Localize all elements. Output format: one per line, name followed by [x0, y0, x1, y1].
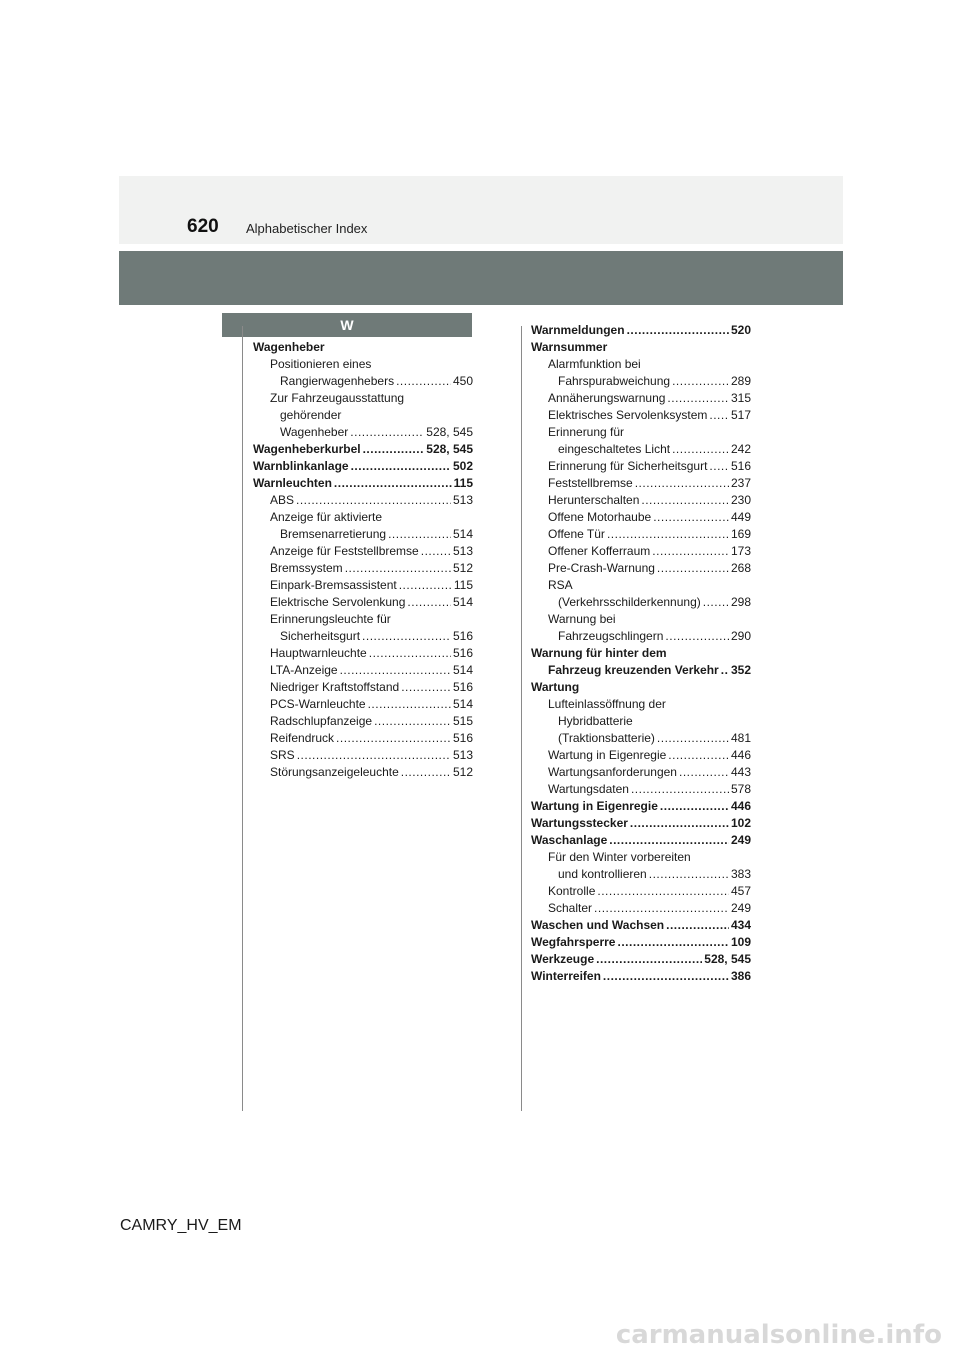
- page-reference[interactable]: 315: [730, 391, 751, 405]
- dot-leader: [666, 917, 729, 934]
- dot-leader: [679, 764, 729, 781]
- page-reference[interactable]: 446: [730, 748, 751, 762]
- header-top-band: [119, 176, 843, 244]
- index-term: Wagenheberkurbel: [253, 442, 361, 456]
- page-reference[interactable]: 443: [730, 765, 751, 779]
- index-entry: [531, 475, 751, 492]
- index-term: Erinnerung für: [548, 425, 625, 439]
- page-reference[interactable]: 249: [730, 833, 751, 847]
- index-term: Positionieren eines: [270, 357, 372, 371]
- index-term: Warnleuchten: [253, 476, 332, 490]
- dot-leader: [363, 441, 425, 458]
- page-reference[interactable]: 514: [452, 595, 473, 609]
- index-entry: [531, 934, 751, 951]
- page-reference[interactable]: 528, 545: [704, 952, 751, 966]
- index-term: Sicherheitsgurt: [280, 629, 361, 643]
- index-entry: [253, 543, 473, 560]
- index-entry: [531, 492, 751, 509]
- index-entry: [531, 747, 751, 764]
- index-entry: [253, 407, 473, 424]
- index-entry: [531, 798, 751, 815]
- index-term: Warnmeldungen: [531, 323, 625, 337]
- index-entry: [531, 917, 751, 934]
- index-term: Wartungsdaten: [548, 782, 629, 796]
- index-term: Herunterschalten: [548, 493, 640, 507]
- index-entry: [531, 560, 751, 577]
- dot-leader: [709, 458, 729, 475]
- index-entry: [531, 526, 751, 543]
- page-reference[interactable]: 502: [452, 459, 473, 473]
- index-entry: [253, 747, 473, 764]
- index-term: Offener Kofferraum: [548, 544, 651, 558]
- index-entry: [531, 356, 751, 373]
- index-term: Störungsanzeigeleuchte: [270, 765, 399, 779]
- page-reference[interactable]: 386: [730, 969, 751, 983]
- index-entry: [531, 628, 751, 645]
- page-reference[interactable]: 446: [730, 799, 751, 813]
- index-entry: [253, 611, 473, 628]
- index-entry: [531, 441, 751, 458]
- index-entry: [531, 509, 751, 526]
- index-entry: [531, 696, 751, 713]
- page-reference[interactable]: 513: [452, 748, 473, 762]
- index-entry: [253, 645, 473, 662]
- page-reference[interactable]: 298: [730, 595, 751, 609]
- index-term: Lufteinlassöffnung der: [548, 697, 666, 711]
- index-entry: [531, 390, 751, 407]
- index-term: (Verkehrsschilderkennung): [558, 595, 701, 609]
- index-entry: [531, 764, 751, 781]
- index-entry: [531, 781, 751, 798]
- index-entry: [531, 951, 751, 968]
- dot-leader: [672, 441, 729, 458]
- index-entry: [531, 849, 751, 866]
- dot-leader: [369, 645, 451, 662]
- index-term: eingeschaltetes Licht: [558, 442, 671, 456]
- index-entry: [531, 968, 751, 985]
- dot-leader: [597, 883, 729, 900]
- left-column-divider: [242, 326, 243, 1111]
- dot-leader: [401, 764, 451, 781]
- index-term: Wartung in Eigenregie: [548, 748, 667, 762]
- index-entry: [253, 339, 473, 356]
- index-term: Waschen und Wachsen: [531, 918, 665, 932]
- index-term: Warnung bei: [548, 612, 616, 626]
- index-term: Elektrische Servolenkung: [270, 595, 406, 609]
- index-entry: [531, 866, 751, 883]
- index-term: Wagenheber: [280, 425, 349, 439]
- index-entry: [253, 594, 473, 611]
- dot-leader: [617, 934, 728, 951]
- index-term: Radschlupfanzeige: [270, 714, 373, 728]
- index-term: Annäherungswarnung: [548, 391, 666, 405]
- index-term: Werkzeuge: [531, 952, 595, 966]
- index-term: Wartungsstecker: [531, 816, 628, 830]
- page-reference[interactable]: 169: [730, 527, 751, 541]
- dot-leader: [596, 951, 702, 968]
- page-reference[interactable]: 289: [730, 374, 751, 388]
- index-entry: [531, 679, 751, 696]
- index-term: Pre-Crash-Warnung: [548, 561, 655, 575]
- dot-leader: [399, 577, 452, 594]
- index-term: Für den Winter vorbereiten: [548, 850, 691, 864]
- index-entry: [531, 832, 751, 849]
- index-entry: [253, 424, 473, 441]
- index-term: Bremssystem: [270, 561, 343, 575]
- page-reference[interactable]: 102: [730, 816, 751, 830]
- index-entry: [531, 373, 751, 390]
- dot-leader: [296, 492, 451, 509]
- letter-tab: W: [222, 313, 472, 337]
- dot-leader: [374, 713, 451, 730]
- dot-leader: [641, 492, 729, 509]
- index-entry: [531, 713, 751, 730]
- watermark-logo: carmanualsonline.info: [615, 1320, 942, 1350]
- page-reference[interactable]: 115: [453, 578, 473, 592]
- index-term: Hybridbatterie: [558, 714, 633, 728]
- page-reference[interactable]: 516: [730, 459, 751, 473]
- page-reference[interactable]: 512: [452, 561, 473, 575]
- index-term: Wagenheber: [253, 340, 325, 354]
- index-term: PCS-Warnleuchte: [270, 697, 366, 711]
- index-entry: [253, 764, 473, 781]
- dot-leader: [401, 679, 451, 696]
- dot-leader: [668, 747, 729, 764]
- dot-leader: [368, 696, 451, 713]
- index-term: Einpark-Bremsassistent: [270, 578, 397, 592]
- index-entry: [253, 628, 473, 645]
- index-entry: [253, 458, 473, 475]
- index-term: Hauptwarnleuchte: [270, 646, 367, 660]
- dot-leader: [660, 798, 729, 815]
- dot-leader: [340, 662, 451, 679]
- index-term: Winterreifen: [531, 969, 601, 983]
- dot-leader: [407, 594, 451, 611]
- page-reference[interactable]: 516: [452, 731, 473, 745]
- index-entry: [253, 730, 473, 747]
- page-reference[interactable]: 515: [452, 714, 473, 728]
- index-term: Anzeige für Feststellbremse: [270, 544, 419, 558]
- index-term: Bremsenarretierung: [280, 527, 387, 541]
- index-entry: [531, 322, 751, 339]
- dot-leader: [709, 407, 729, 424]
- index-entry: [531, 339, 751, 356]
- index-entry: [253, 696, 473, 713]
- index-term: Waschanlage: [531, 833, 608, 847]
- index-term: Wegfahrsperre: [531, 935, 616, 949]
- index-term: Feststellbremse: [548, 476, 633, 490]
- dot-leader: [350, 424, 424, 441]
- page-number: 620: [187, 216, 219, 237]
- index-term: Warnung für hinter dem: [531, 646, 667, 660]
- page-reference[interactable]: 450: [452, 374, 473, 388]
- index-term: Offene Tür: [548, 527, 605, 541]
- index-term: Warnsummer: [531, 340, 608, 354]
- page-reference[interactable]: 230: [730, 493, 751, 507]
- dot-leader: [672, 373, 729, 390]
- dot-leader: [635, 475, 729, 492]
- dot-leader: [345, 560, 451, 577]
- index-term: Anzeige für aktivierte: [270, 510, 383, 524]
- page-reference[interactable]: 115: [453, 476, 473, 490]
- page-reference[interactable]: 512: [452, 765, 473, 779]
- index-entry: [253, 475, 473, 492]
- index-entry: [253, 492, 473, 509]
- page-reference[interactable]: 383: [730, 867, 751, 881]
- index-entry: [531, 577, 751, 594]
- dot-leader: [627, 322, 729, 339]
- index-column-right: [531, 322, 751, 985]
- index-term: Offene Motorhaube: [548, 510, 652, 524]
- dot-leader: [362, 628, 451, 645]
- index-entry: [253, 509, 473, 526]
- page-reference[interactable]: 514: [452, 697, 473, 711]
- index-entry: [531, 611, 751, 628]
- index-entry: [253, 577, 473, 594]
- dot-leader: [396, 373, 451, 390]
- index-entry: [253, 560, 473, 577]
- page-reference[interactable]: 109: [730, 935, 751, 949]
- page-reference[interactable]: 520: [730, 323, 751, 337]
- index-entry: [253, 679, 473, 696]
- dot-leader: [421, 543, 451, 560]
- dot-leader: [297, 747, 451, 764]
- index-entry: [531, 424, 751, 441]
- page-reference[interactable]: 237: [730, 476, 751, 490]
- dot-leader: [603, 968, 729, 985]
- right-column-divider: [521, 326, 522, 1111]
- index-entry: [253, 441, 473, 458]
- dot-leader: [336, 730, 451, 747]
- index-entry: [531, 815, 751, 832]
- dot-leader: [653, 509, 729, 526]
- page-reference[interactable]: 513: [452, 493, 473, 507]
- index-term: ABS: [270, 493, 295, 507]
- index-term: LTA-Anzeige: [270, 663, 338, 677]
- index-term: Niedriger Kraftstoffstand: [270, 680, 400, 694]
- index-entry: [253, 356, 473, 373]
- index-term: (Traktionsbatterie): [558, 731, 655, 745]
- index-term: Fahrzeugschlingern: [558, 629, 664, 643]
- page-reference[interactable]: 516: [452, 629, 473, 643]
- index-entry: [531, 883, 751, 900]
- index-entry: [531, 594, 751, 611]
- page-reference[interactable]: 268: [730, 561, 751, 575]
- index-term: gehörender: [280, 408, 342, 422]
- page-reference[interactable]: 514: [452, 527, 473, 541]
- page-reference[interactable]: 517: [730, 408, 751, 422]
- index-term: und kontrollieren: [558, 867, 647, 881]
- dot-leader: [657, 560, 729, 577]
- page-reference[interactable]: 434: [730, 918, 751, 932]
- dot-leader: [665, 628, 729, 645]
- index-term: Fahrspurabweichung: [558, 374, 671, 388]
- index-entry: [531, 458, 751, 475]
- page-reference[interactable]: 290: [730, 629, 751, 643]
- index-entry: [531, 730, 751, 747]
- page-reference[interactable]: 173: [730, 544, 751, 558]
- dot-leader: [657, 730, 729, 747]
- dot-leader: [721, 662, 729, 679]
- index-term: Alarmfunktion bei: [548, 357, 641, 371]
- dot-leader: [703, 594, 729, 611]
- page-reference[interactable]: 578: [730, 782, 751, 796]
- page-reference[interactable]: 242: [730, 442, 751, 456]
- index-term: Zur Fahrzeugausstattung: [270, 391, 405, 405]
- page-reference[interactable]: 481: [730, 731, 751, 745]
- page-reference[interactable]: 514: [452, 663, 473, 677]
- index-entry: [531, 900, 751, 917]
- index-term: Erinnerungsleuchte für: [270, 612, 391, 626]
- index-entry: [531, 543, 751, 560]
- index-term: Wartung in Eigenregie: [531, 799, 658, 813]
- index-column-left: [253, 339, 473, 781]
- dot-leader: [351, 458, 451, 475]
- index-entry: [253, 373, 473, 390]
- page-reference[interactable]: 528, 545: [426, 442, 473, 456]
- index-term: Warnblinkanlage: [253, 459, 349, 473]
- index-entry: [531, 645, 751, 662]
- page-reference[interactable]: 249: [730, 901, 751, 915]
- index-term: Rangierwagenhebers: [280, 374, 395, 388]
- page-reference[interactable]: 528, 545: [426, 425, 473, 439]
- index-term: SRS: [270, 748, 295, 762]
- page-reference[interactable]: 516: [452, 646, 473, 660]
- index-term: Elektrisches Servolenksystem: [548, 408, 708, 422]
- index-term: RSA: [548, 578, 573, 592]
- page-reference[interactable]: 449: [730, 510, 751, 524]
- dot-leader: [631, 781, 729, 798]
- index-term: Wartung: [531, 680, 580, 694]
- dot-leader: [649, 866, 729, 883]
- page-reference[interactable]: 513: [452, 544, 473, 558]
- page-reference[interactable]: 457: [730, 884, 751, 898]
- dot-leader: [594, 900, 729, 917]
- index-entry: [253, 662, 473, 679]
- dot-leader: [630, 815, 729, 832]
- index-term: Kontrolle: [548, 884, 596, 898]
- dot-leader: [667, 390, 729, 407]
- index-entry: [531, 662, 751, 679]
- index-term: Schalter: [548, 901, 593, 915]
- index-entry: [253, 390, 473, 407]
- page-reference[interactable]: 352: [730, 663, 751, 677]
- index-term: Wartungsanforderungen: [548, 765, 677, 779]
- dot-leader: [609, 832, 729, 849]
- dot-leader: [607, 526, 729, 543]
- index-term: Erinnerung für Sicherheitsgurt: [548, 459, 708, 473]
- dot-leader: [334, 475, 452, 492]
- model-code: CAMRY_HV_EM: [120, 1217, 242, 1234]
- section-title: Alphabetischer Index: [246, 221, 368, 236]
- index-entry: [531, 407, 751, 424]
- index-term: Fahrzeug kreuzenden Verkehr: [548, 663, 719, 677]
- index-entry: [253, 713, 473, 730]
- dot-leader: [652, 543, 729, 560]
- index-term: Reifendruck: [270, 731, 335, 745]
- index-entry: [253, 526, 473, 543]
- dot-leader: [388, 526, 451, 543]
- header-bar: [119, 251, 843, 305]
- page-reference[interactable]: 516: [452, 680, 473, 694]
